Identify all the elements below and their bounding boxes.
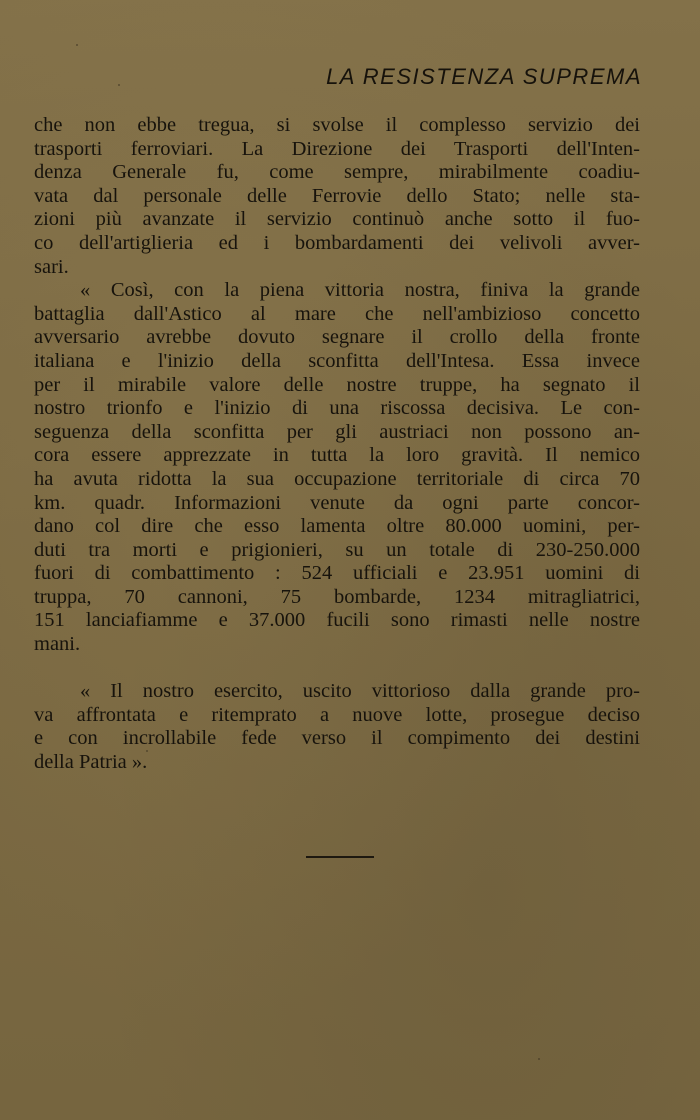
text-line: che non ebbe tregua, si svolse il complesso servizio dei <box>34 114 640 136</box>
text-line: denza Generale fu, come sempre, mirabilmente coadiu- <box>34 161 640 184</box>
section-end-rule <box>306 856 374 858</box>
text-line: mani. <box>34 633 81 656</box>
text-line: battaglia dall'Astico al mare che nell'ambizioso concetto <box>34 302 640 325</box>
paper-speck <box>538 1058 540 1060</box>
text-line: « Così, con la piena vittoria nostra, finiva la grande <box>80 279 640 302</box>
text-line: fuori di combattimento : 524 ufficiali e 23.951 uomini di <box>34 562 640 585</box>
text-line: ha avuta ridotta la sua occupazione territoriale di circa 70 <box>34 467 640 490</box>
text-line: truppa, 70 cannoni, 75 bombarde, 1234 mitragliatrici, <box>34 585 640 608</box>
paragraph-1 <box>34 114 640 279</box>
paper-speck <box>76 44 78 46</box>
text-line: dano col dire che esso lamenta oltre 80.000 uomini, per- <box>34 515 640 538</box>
text-line: zioni più avanzate il servizio continuò anche sotto il fuo- <box>34 208 640 231</box>
text-line: co dell'artiglieria ed i bombardamenti dei velivoli avver- <box>34 231 640 254</box>
text-line: va affrontata e ritemprato a nuove lotte, prosegue deciso <box>34 703 640 726</box>
text-line: nostro trionfo e l'inizio di una riscossa decisiva. Le con- <box>34 397 640 420</box>
text-line: della Patria ». <box>34 751 148 774</box>
paragraph-3 <box>34 680 640 774</box>
text-line: sari. <box>34 255 69 278</box>
text-line: per il mirabile valore delle nostre truppe, ha segnato il <box>34 373 640 396</box>
text-line: km. quadr. Informazioni venute da ogni parte concor- <box>34 491 640 514</box>
text-line: avversario avrebbe dovuto segnare il crollo della fronte <box>34 326 640 349</box>
running-head: LA RESISTENZA SUPREMA <box>326 64 642 89</box>
text-line <box>34 657 640 681</box>
text-line: trasporti ferroviari. La Direzione dei Trasporti dell'Inten- <box>34 137 640 160</box>
text-line: duti tra morti e prigionieri, su un totale di 230-250.000 <box>34 538 640 561</box>
text-line: vata dal personale delle Ferrovie dello Stato; nelle sta- <box>34 184 640 207</box>
text-line: 151 lanciafiamme e 37.000 fucili sono rimasti nelle nostre <box>34 609 640 632</box>
text-line: e con incrollabile fede verso il compimento dei destini <box>34 727 640 750</box>
text-line: cora essere apprezzate in tutta la loro gravità. Il nemico <box>34 444 640 467</box>
text-line: « Il nostro esercito, uscito vittorioso dalla grande pro- <box>80 680 640 703</box>
paper-speck <box>118 84 120 86</box>
text-line: italiana e l'inizio della sconfitta dell'Intesa. Essa invece <box>34 349 640 372</box>
paragraph-2 <box>34 279 640 680</box>
body-text <box>34 114 640 775</box>
text-line: seguenza della sconfitta per gli austriaci non possono an- <box>34 420 640 443</box>
